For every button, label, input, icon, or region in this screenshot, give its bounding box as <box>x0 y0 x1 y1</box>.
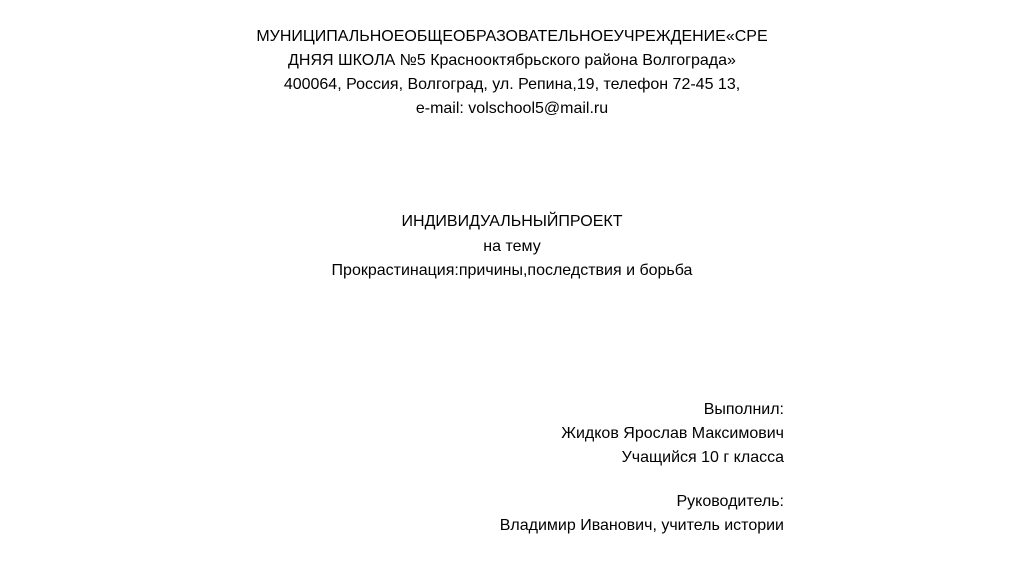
school-email: e-mail: volschool5@mail.ru <box>415 100 609 117</box>
supervisor-name: Владимир Иванович, учитель истории <box>499 517 784 534</box>
supervisor-label: Руководитель: <box>676 493 784 510</box>
school-name-line-1: МУНИЦИПАЛЬНОЕОБЩЕОБРАЗОВАТЕЛЬНОЕУЧРЕЖДЕНИЕ«СРЕ <box>256 28 768 45</box>
school-name-line-2: ДНЯЯ ШКОЛА №5 Краснооктябрьского района Волгограда» <box>288 52 736 69</box>
school-address: 400064, Россия, Волгоград, ул. Репина,19, телефон 72-45 13, <box>283 76 741 93</box>
author-name: Жидков Ярослав Максимович <box>561 425 784 442</box>
project-topic: Прокрастинация:причины,последствия и борьба <box>331 262 693 279</box>
performed-by-label: Выполнил: <box>703 401 784 418</box>
author-grade: Учащийся 10 г класса <box>621 449 784 466</box>
project-type: ИНДИВИДУАЛЬНЫЙПРОЕКТ <box>401 213 623 230</box>
project-subtitle: на тему <box>483 238 541 255</box>
